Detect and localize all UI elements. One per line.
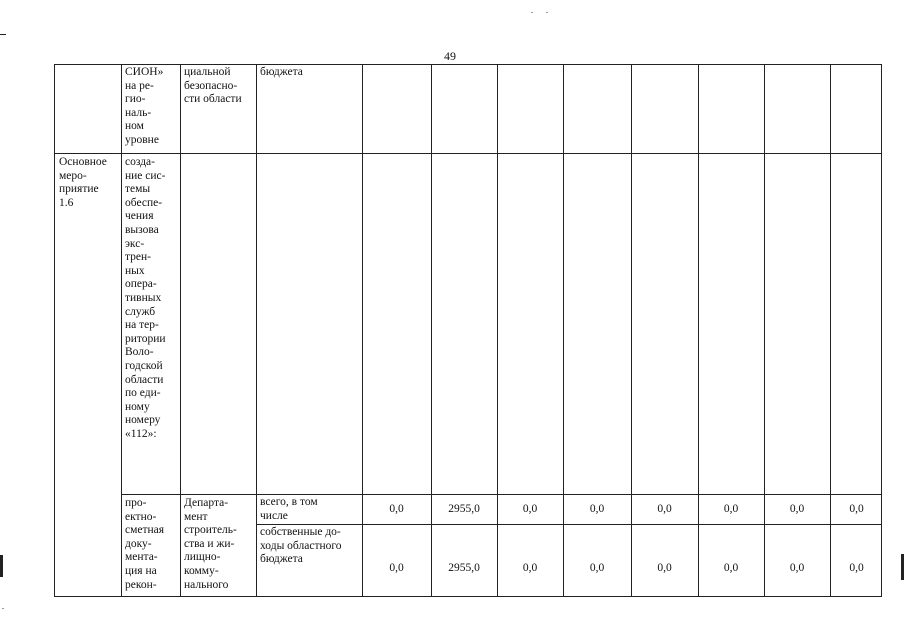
scan-speck: [2, 608, 4, 609]
page-number: 49: [444, 49, 456, 63]
col-divider: [497, 65, 498, 596]
cell-total-label: всего, в том числе: [260, 496, 318, 522]
col-divider: [631, 65, 632, 596]
scan-edge-mark: [901, 554, 904, 580]
col-divider: [362, 65, 363, 596]
cell-own-revenue-label: собственные до- ходы областного бюджета: [260, 526, 342, 566]
scan-speck: [531, 12, 533, 13]
cell-sub-description: про- ектно- сметная доку- мента- ция на рекон-: [125, 497, 165, 591]
value-own-6: 0,0: [723, 562, 739, 574]
value-total-3: 0,0: [522, 503, 538, 515]
row-divider: [121, 494, 881, 495]
col-divider: [563, 65, 564, 596]
value-total-4: 0,0: [589, 503, 605, 515]
col-divider: [698, 65, 699, 596]
budget-table: [54, 64, 882, 597]
value-own-5: 0,0: [657, 562, 672, 574]
scan-speck: [546, 12, 548, 13]
value-total-8: 0,0: [849, 503, 864, 515]
value-own-2: 2955,0: [448, 562, 480, 574]
cell-sub-department: Департа- мент строитель- ства и жи- лищно- комму- нального: [184, 497, 237, 591]
value-own-7: 0,0: [789, 562, 805, 574]
cell-event-title: Основное меро- приятие 1.6: [59, 156, 107, 209]
value-total-7: 0,0: [789, 503, 805, 515]
col-divider: [121, 65, 122, 596]
value-total-2: 2955,0: [448, 503, 480, 515]
cell-top-col4: бюджета: [260, 66, 303, 78]
value-own-1: 0,0: [389, 562, 404, 574]
value-own-4: 0,0: [589, 562, 605, 574]
col-divider: [431, 65, 432, 596]
scan-edge-mark: [0, 555, 3, 577]
cell-top-col3: циальной безопасно- сти области: [184, 66, 242, 106]
value-own-3: 0,0: [522, 562, 538, 574]
row-divider: [256, 524, 881, 525]
scan-edge-mark: [0, 34, 6, 35]
col-divider: [256, 65, 257, 596]
cell-event-description: созда- ние сис- темы обеспе- чения вызова экс- трен- ных опера- тивных служб на тер- ритории Воло- годской области по еди- ному номеру «112»:: [125, 156, 166, 440]
value-total-5: 0,0: [657, 503, 672, 515]
row-divider: [55, 153, 881, 154]
value-own-8: 0,0: [849, 562, 864, 574]
col-divider: [180, 65, 181, 596]
value-total-1: 0,0: [389, 503, 404, 515]
value-total-6: 0,0: [723, 503, 739, 515]
cell-top-col2: СИОН» на ре- гио- наль- ном уровне: [125, 66, 164, 146]
col-divider: [764, 65, 765, 596]
col-divider: [830, 65, 831, 596]
